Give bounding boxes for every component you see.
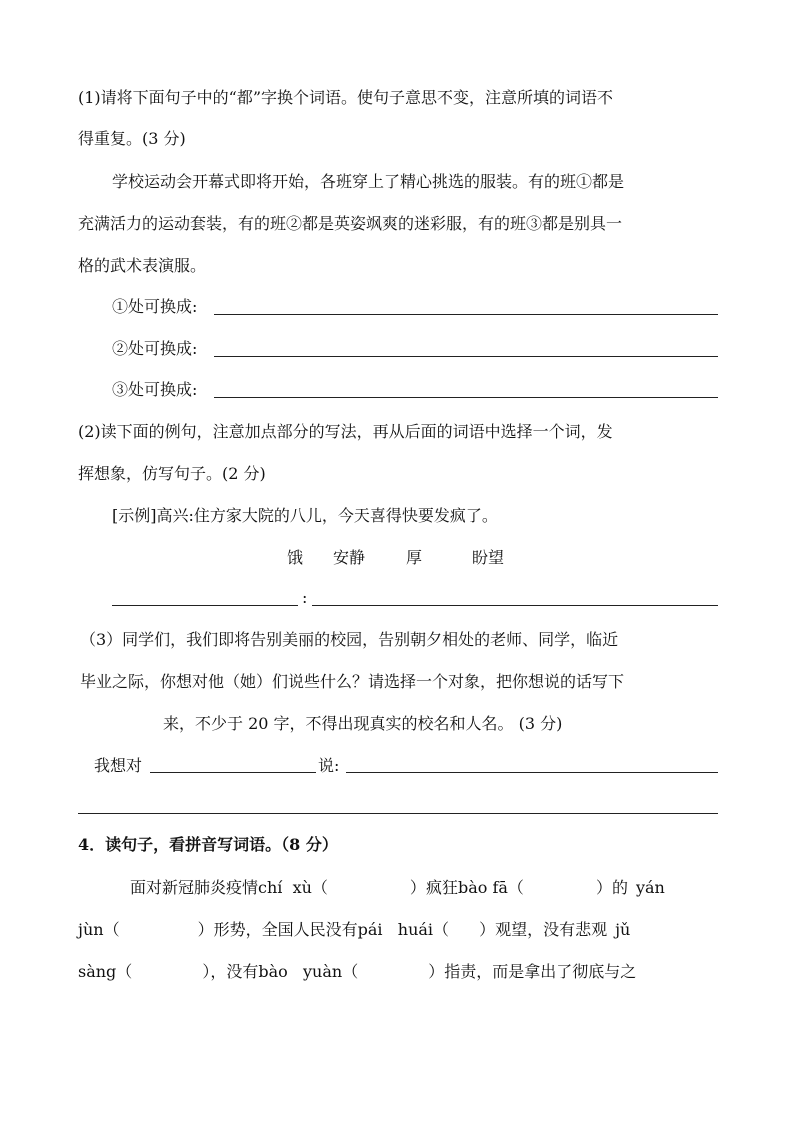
q4-line2 [78, 918, 630, 942]
q3-message-blank[interactable] [346, 772, 718, 773]
q3-prompt-b: 说: [318, 756, 340, 775]
q4-answer-box-1[interactable]: （ ） [311, 878, 426, 897]
q4-pinyin-1: chí xù [258, 878, 312, 897]
q2-word-4: 盼望 [472, 548, 505, 567]
q2-word-1: 饿 [287, 548, 304, 567]
q4-text-1c: 的 [611, 878, 628, 897]
q2-instruction-line1: (2)读下面的例句，注意加点部分的写法，再从后面的词语中选择一个词，发 [78, 422, 613, 441]
q4-answer-box-2[interactable]: （ ） [507, 878, 612, 897]
q3-recipient-blank[interactable] [150, 772, 316, 773]
q4-pinyin-2: bào fā [457, 878, 508, 897]
q4-text-3b: 指责，而是拿出了彻底与之 [444, 962, 637, 981]
q3-prompt-a: 我想对 [94, 756, 143, 775]
q4-answer-box-5[interactable]: （ ） [116, 962, 211, 981]
q4-answer-box-6[interactable]: （ ） [342, 962, 445, 981]
q4-answer-box-3[interactable]: （ ） [103, 920, 214, 939]
q1-instruction-line2: 得重复。(3 分) [78, 129, 186, 148]
q4-answer-box-4[interactable]: （ ） [433, 920, 496, 939]
q4-pinyin-3b: jùn [78, 920, 104, 939]
q4-pinyin-5b: sàng [78, 962, 117, 981]
q4-pinyin-5a: jǔ [615, 920, 631, 939]
q3-instruction-line2: 毕业之际，你想对他（她）们说些什么？请选择一个对象，把你想说的话写下 [80, 672, 625, 691]
q1-instruction-line1: (1)请将下面句子中的“都”字换个词语。使句子意思不变，注意所填的词语不 [78, 88, 614, 107]
q3-instruction-line3: 来，不少于 20 字，不得出现真实的校名和人名。 (3 分) [163, 714, 563, 733]
q2-sentence-blank[interactable] [312, 605, 718, 606]
q1-blank2-line[interactable] [214, 356, 718, 357]
q4-text-2a: 形势，全国人民没有 [213, 920, 358, 939]
q1-blank3-line[interactable] [214, 397, 718, 398]
q4-text-1a: 面对新冠肺炎疫情 [130, 878, 259, 897]
q2-example: [示例]高兴:住方家大院的八儿，今天喜得快要发疯了。 [112, 506, 498, 525]
q1-passage-line3: 格的武术表演服。 [78, 256, 207, 275]
q2-instruction-line2: 挥想象，仿写句子。(2 分) [78, 464, 266, 483]
q4-line3 [78, 960, 636, 984]
q4-text-1b: 疯狂 [425, 878, 458, 897]
q1-blank1-line[interactable] [214, 314, 718, 315]
q2-word-3: 厚 [406, 548, 423, 567]
q2-word-2: 安静 [333, 548, 366, 567]
q4-pinyin-4: pái huái [357, 920, 434, 939]
q1-passage-line2: 充满活力的运动套装，有的班②都是英姿飒爽的迷彩服，有的班③都是别具一 [78, 214, 623, 233]
q4-pinyin-6: bào yuàn [258, 962, 343, 981]
q1-blank2-label: ②处可换成: [112, 339, 198, 358]
q4-text-3a: ，没有 [210, 962, 259, 981]
q1-blank1-label: ①处可换成: [112, 297, 198, 316]
q1-blank3-label: ③处可换成: [112, 380, 198, 399]
q2-word-blank[interactable] [112, 605, 298, 606]
q1-passage-line1: 学校运动会开幕式即将开始，各班穿上了精心挑选的服装。有的班①都是 [112, 172, 625, 191]
q4-line1 [130, 876, 665, 900]
q2-colon: : [302, 588, 308, 607]
q4-pinyin-3a: yán [635, 878, 665, 897]
q4-text-2b: 观望，没有悲观 [495, 920, 608, 939]
q3-instruction-line1: （3）同学们，我们即将告别美丽的校园，告别朝夕相处的老师、同学，临近 [80, 630, 619, 649]
q3-message-blank-2[interactable] [78, 813, 718, 814]
q4-title: 4．读句子，看拼音写词语。（8 分） [78, 835, 338, 854]
